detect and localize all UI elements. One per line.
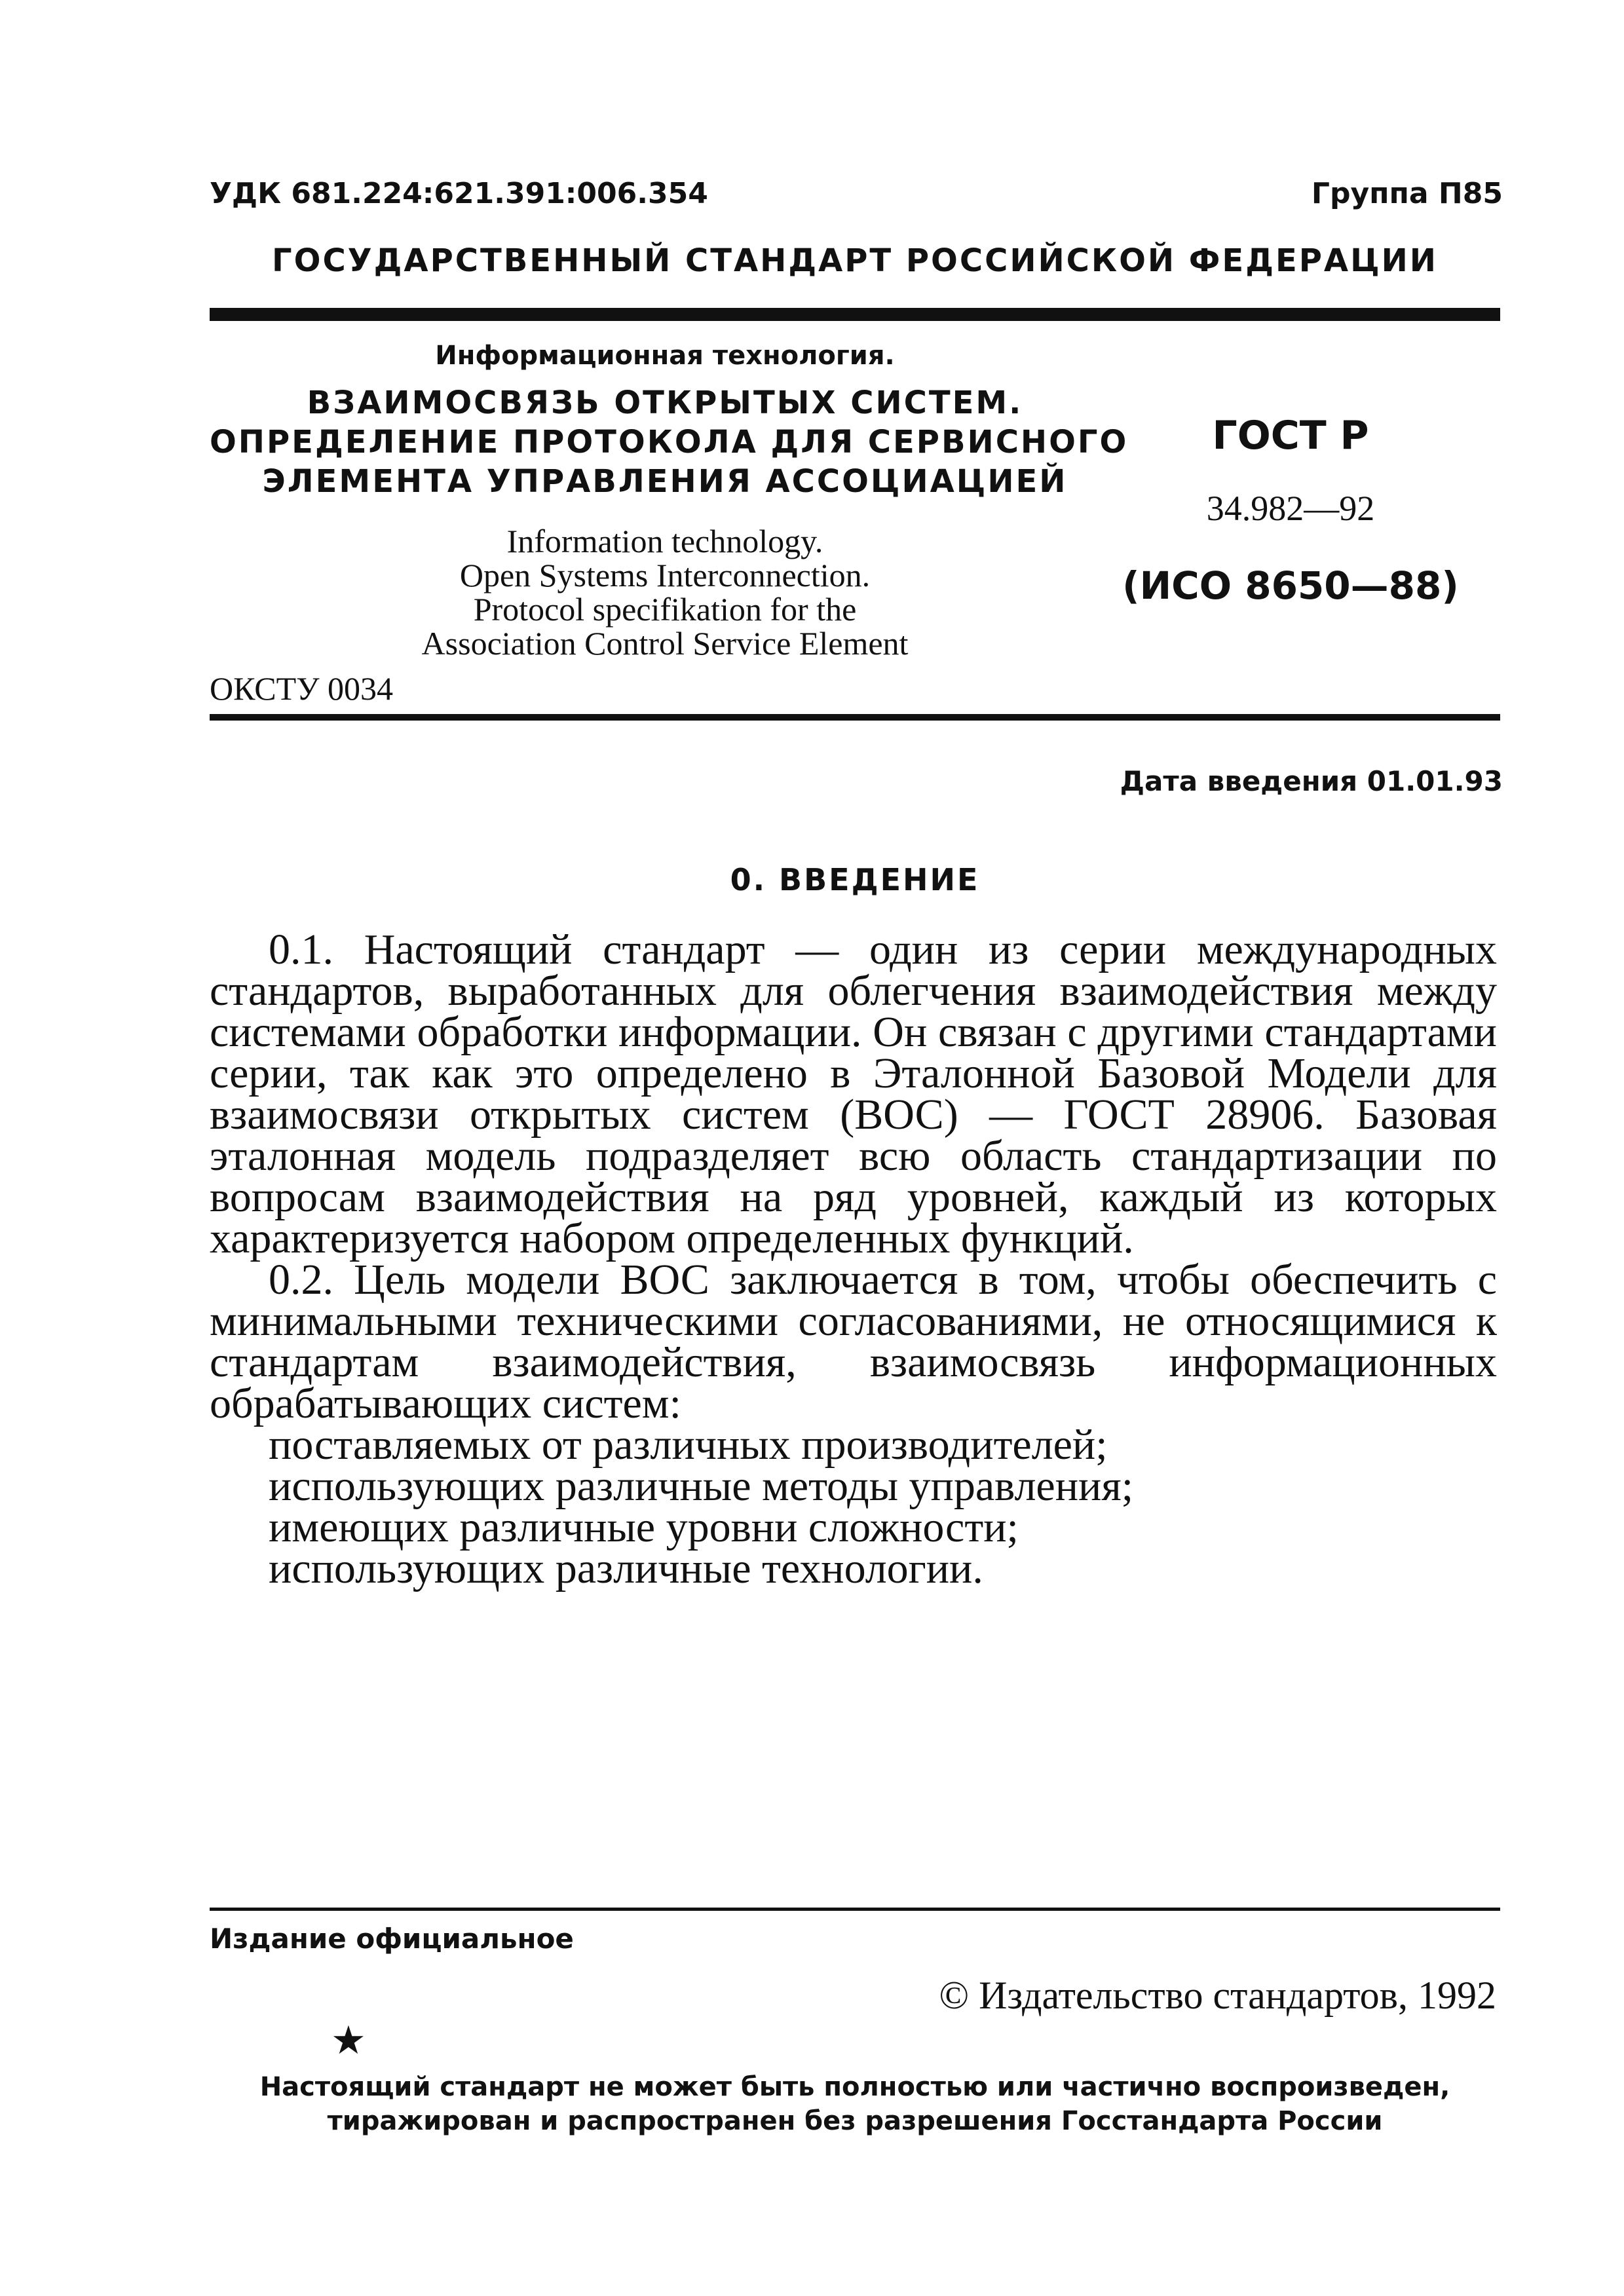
iso-number: (ИСО 8650—88) bbox=[1122, 563, 1459, 608]
title-ru-line: ВЗАИМОСВЯЗЬ ОТКРЫТЫХ СИСТЕМ. bbox=[307, 385, 1023, 421]
notice-line: тиражирован и распространен без разрешения Госстандарта России bbox=[327, 2106, 1383, 2136]
copyright-text: Издательство стандартов, 1992 bbox=[979, 1974, 1496, 2017]
okstu-code: ОКСТУ 0034 bbox=[210, 670, 394, 707]
official-edition: Издание официальное bbox=[210, 1923, 574, 1955]
star-icon: ★ bbox=[331, 2018, 366, 2063]
list-item: имеющих различные уровни сложности; bbox=[269, 1503, 1019, 1551]
title-rule bbox=[210, 714, 1500, 721]
reproduction-notice bbox=[210, 2070, 1500, 2138]
title-en-line: Open Systems Interconnection. bbox=[459, 557, 871, 593]
introduction-date: Дата введения 01.01.93 bbox=[1120, 765, 1503, 797]
category-label: Информационная технология. bbox=[435, 341, 895, 371]
title-en-line: Information technology. bbox=[506, 523, 823, 559]
title-en-line: Association Control Service Element bbox=[421, 625, 909, 662]
notice-line: Настоящий стандарт не может быть полностью или частично воспроизведен, bbox=[259, 2072, 1450, 2102]
group-code: Группа П85 bbox=[1311, 177, 1503, 210]
list-item: использующих различные технологии. bbox=[269, 1545, 983, 1592]
title-en-line: Protocol specifikation for the bbox=[473, 591, 857, 628]
gost-number: 34.982—92 bbox=[1206, 489, 1375, 528]
title-ru-line: ЭЛЕМЕНТА УПРАВЛЕНИЯ АССОЦИАЦИЕЙ bbox=[262, 463, 1068, 500]
udk-code: УДК 681.224:621.391:006.354 bbox=[210, 177, 708, 210]
title-en bbox=[354, 524, 976, 660]
list-item: использующих различные методы управления; bbox=[269, 1462, 1134, 1510]
system-list bbox=[269, 1421, 1134, 1592]
section-heading: 0. ВВЕДЕНИЕ bbox=[730, 862, 980, 897]
copyright-icon: © bbox=[939, 1974, 970, 2017]
footer-rule bbox=[210, 1908, 1500, 1911]
paragraph-0-2-text: 0.2. Цель модели ВОС заключается в том, чтобы обеспечить с минимальными техническими согласованиями, не относящимися к стандартам взаимодействия, взаимосвязь информационных обрабатывающих систем: bbox=[210, 1256, 1497, 1427]
paragraph-0-2 bbox=[210, 1256, 1497, 1427]
gost-label: ГОСТ Р bbox=[1212, 413, 1369, 459]
state-standard-title: ГОСУДАРСТВЕННЫЙ СТАНДАРТ РОССИЙСКОЙ ФЕДЕРАЦИИ bbox=[272, 242, 1438, 279]
header-rule-thick bbox=[210, 308, 1500, 321]
list-item: поставляемых от различных производителей; bbox=[269, 1421, 1108, 1469]
title-ru-line: ОПРЕДЕЛЕНИЕ ПРОТОКОЛА ДЛЯ СЕРВИСНОГО bbox=[210, 424, 1129, 461]
title-ru bbox=[210, 383, 1129, 501]
copyright-line bbox=[939, 1973, 1496, 2018]
paragraph-0-1 bbox=[210, 926, 1497, 1262]
paragraph-0-1-text: 0.1. Настоящий стандарт — один из серии международных стандартов, выработанных для облегчения взаимодействия между системами обработки информации. Он связан с другими стандартами серии, так как это определено в Эталонной Базовой Модели для взаимосвязи открытых систем (ВОС) — ГОСТ 28906. Базовая эталонная модель подразделяет всю область стандартизации по вопросам взаимодействия на ряд уровней, каждый из которых характеризуется набором определенных функций. bbox=[210, 926, 1497, 1262]
